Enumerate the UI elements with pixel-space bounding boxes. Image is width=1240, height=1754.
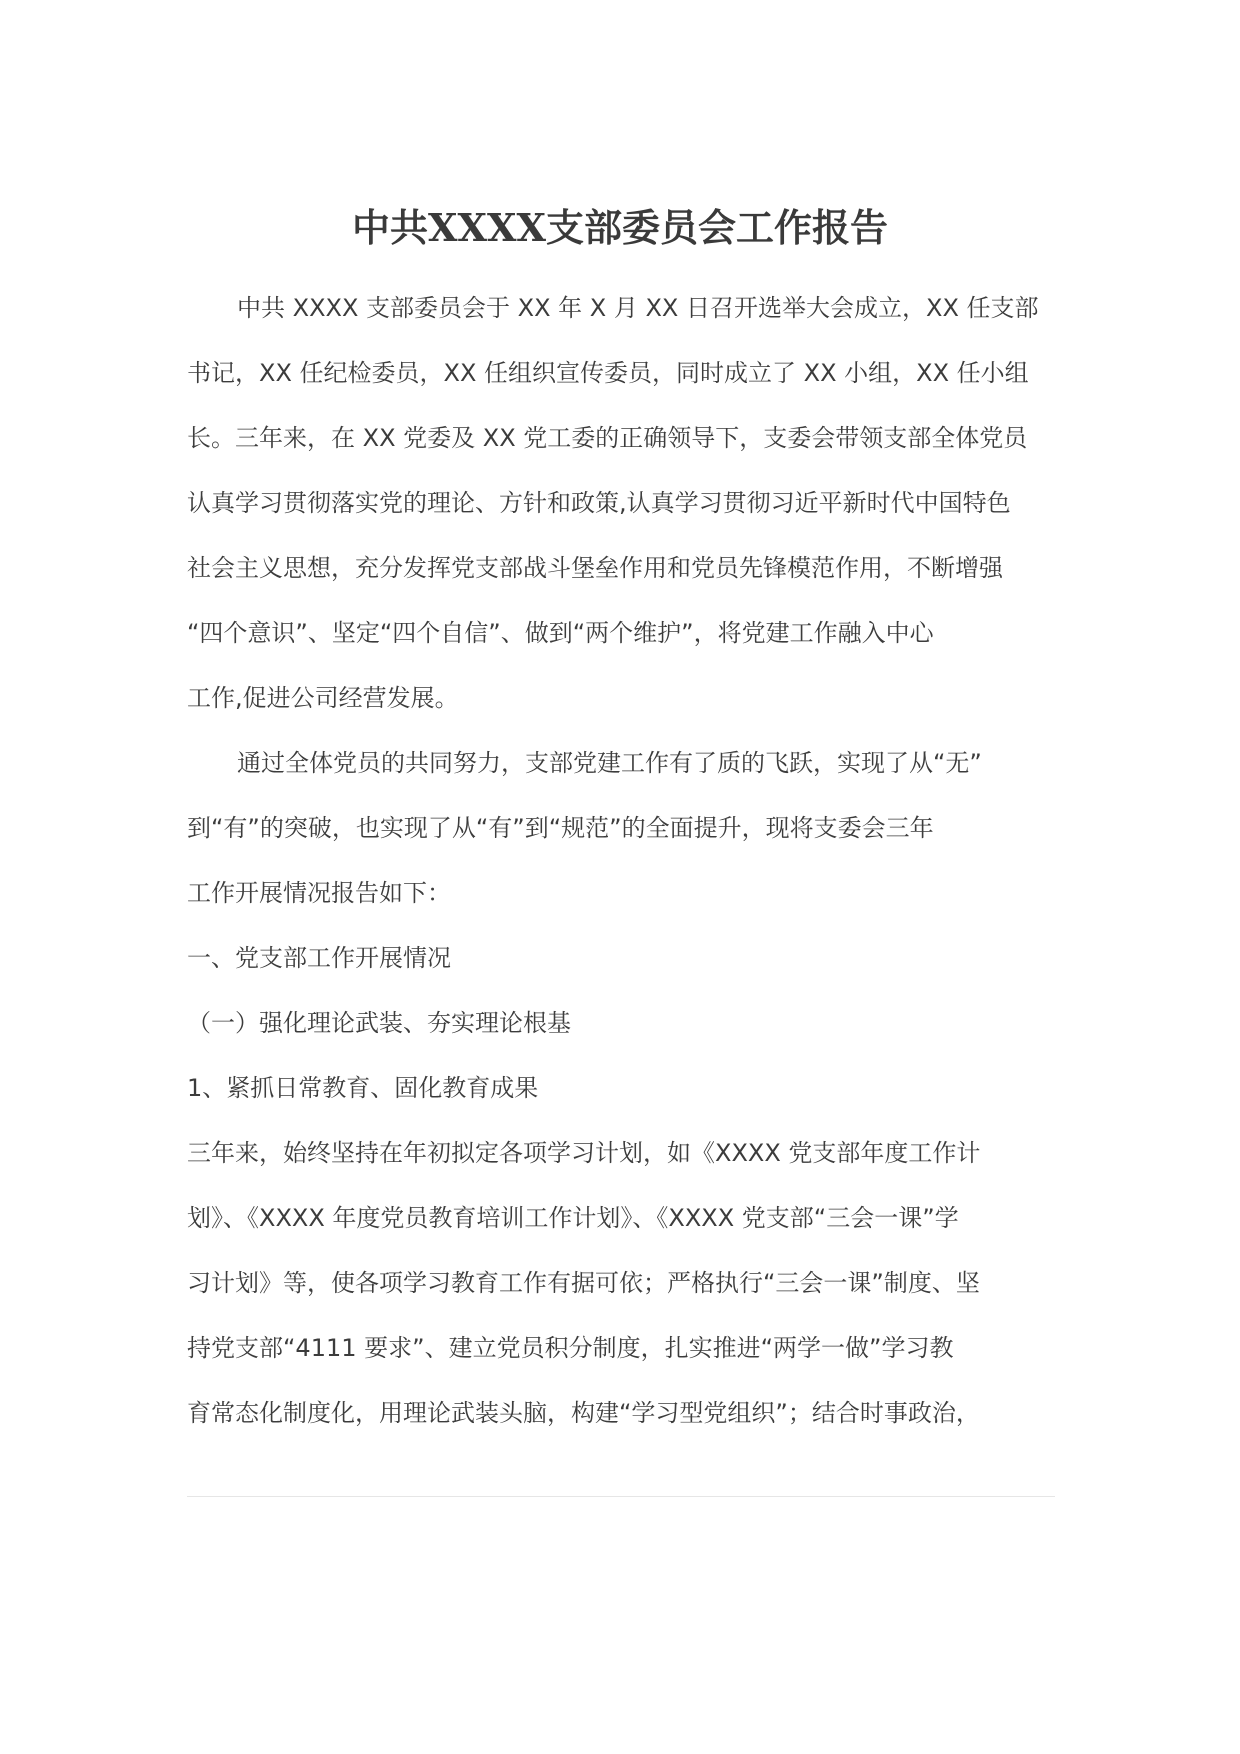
- paragraph-line: 到“有”的突破，也实现了从“有”到“规范”的全面提升，现将支委会三年: [187, 814, 934, 842]
- paragraph-line: 育常态化制度化，用理论武装头脑，构建“学习型党组织”；结合时事政治，: [187, 1399, 980, 1427]
- paragraph-line: 划》、《XXXX 年度党员教育培训工作计划》、《XXXX 党支部“三会一课”学: [187, 1204, 959, 1232]
- paragraph-line: 社会主义思想，充分发挥党支部战斗堡垒作用和党员先锋模范作用，不断增强: [187, 554, 1003, 582]
- paragraph-line: 通过全体党员的共同努力，支部党建工作有了质的飞跃，实现了从“无”: [237, 749, 982, 777]
- paragraph-line: 持党支部“4111 要求”、建立党员积分制度，扎实推进“两学一做”学习教: [187, 1334, 954, 1362]
- paragraph-line: 三年来，始终坚持在年初拟定各项学习计划，如《XXXX 党支部年度工作计: [187, 1139, 981, 1167]
- paragraph-line: 书记，XX 任纪检委员，XX 任组织宣传委员，同时成立了 XX 小组，XX 任小组: [187, 359, 1029, 387]
- paragraph-line: “四个意识”、坚定“四个自信”、做到“两个维护”，将党建工作融入中心: [187, 619, 934, 647]
- paragraph-line: 认真学习贯彻落实党的理论、方针和政策,认真学习贯彻习近平新时代中国特色: [187, 489, 1011, 517]
- section-heading: 一、党支部工作开展情况: [187, 944, 451, 972]
- item-heading: 1、紧抓日常教育、固化教育成果: [187, 1074, 539, 1102]
- paragraph-line: 工作开展情况报告如下：: [187, 879, 451, 907]
- paragraph-line: 长。三年来，在 XX 党委及 XX 党工委的正确领导下，支委会带领支部全体党员: [187, 424, 1028, 452]
- paragraph-line: 中共 XXXX 支部委员会于 XX 年 X 月 XX 日召开选举大会成立，XX 任支部: [237, 294, 1039, 322]
- document-title: 中共XXXX支部委员会工作报告: [352, 205, 888, 250]
- paragraph-line: 习计划》等，使各项学习教育工作有据可依；严格执行“三会一课”制度、坚: [187, 1269, 980, 1297]
- paragraph-line: 工作,促进公司经营发展。: [187, 684, 459, 712]
- footer-divider: [187, 1496, 1055, 1497]
- subsection-heading: （一）强化理论武装、夯实理论根基: [187, 1009, 571, 1037]
